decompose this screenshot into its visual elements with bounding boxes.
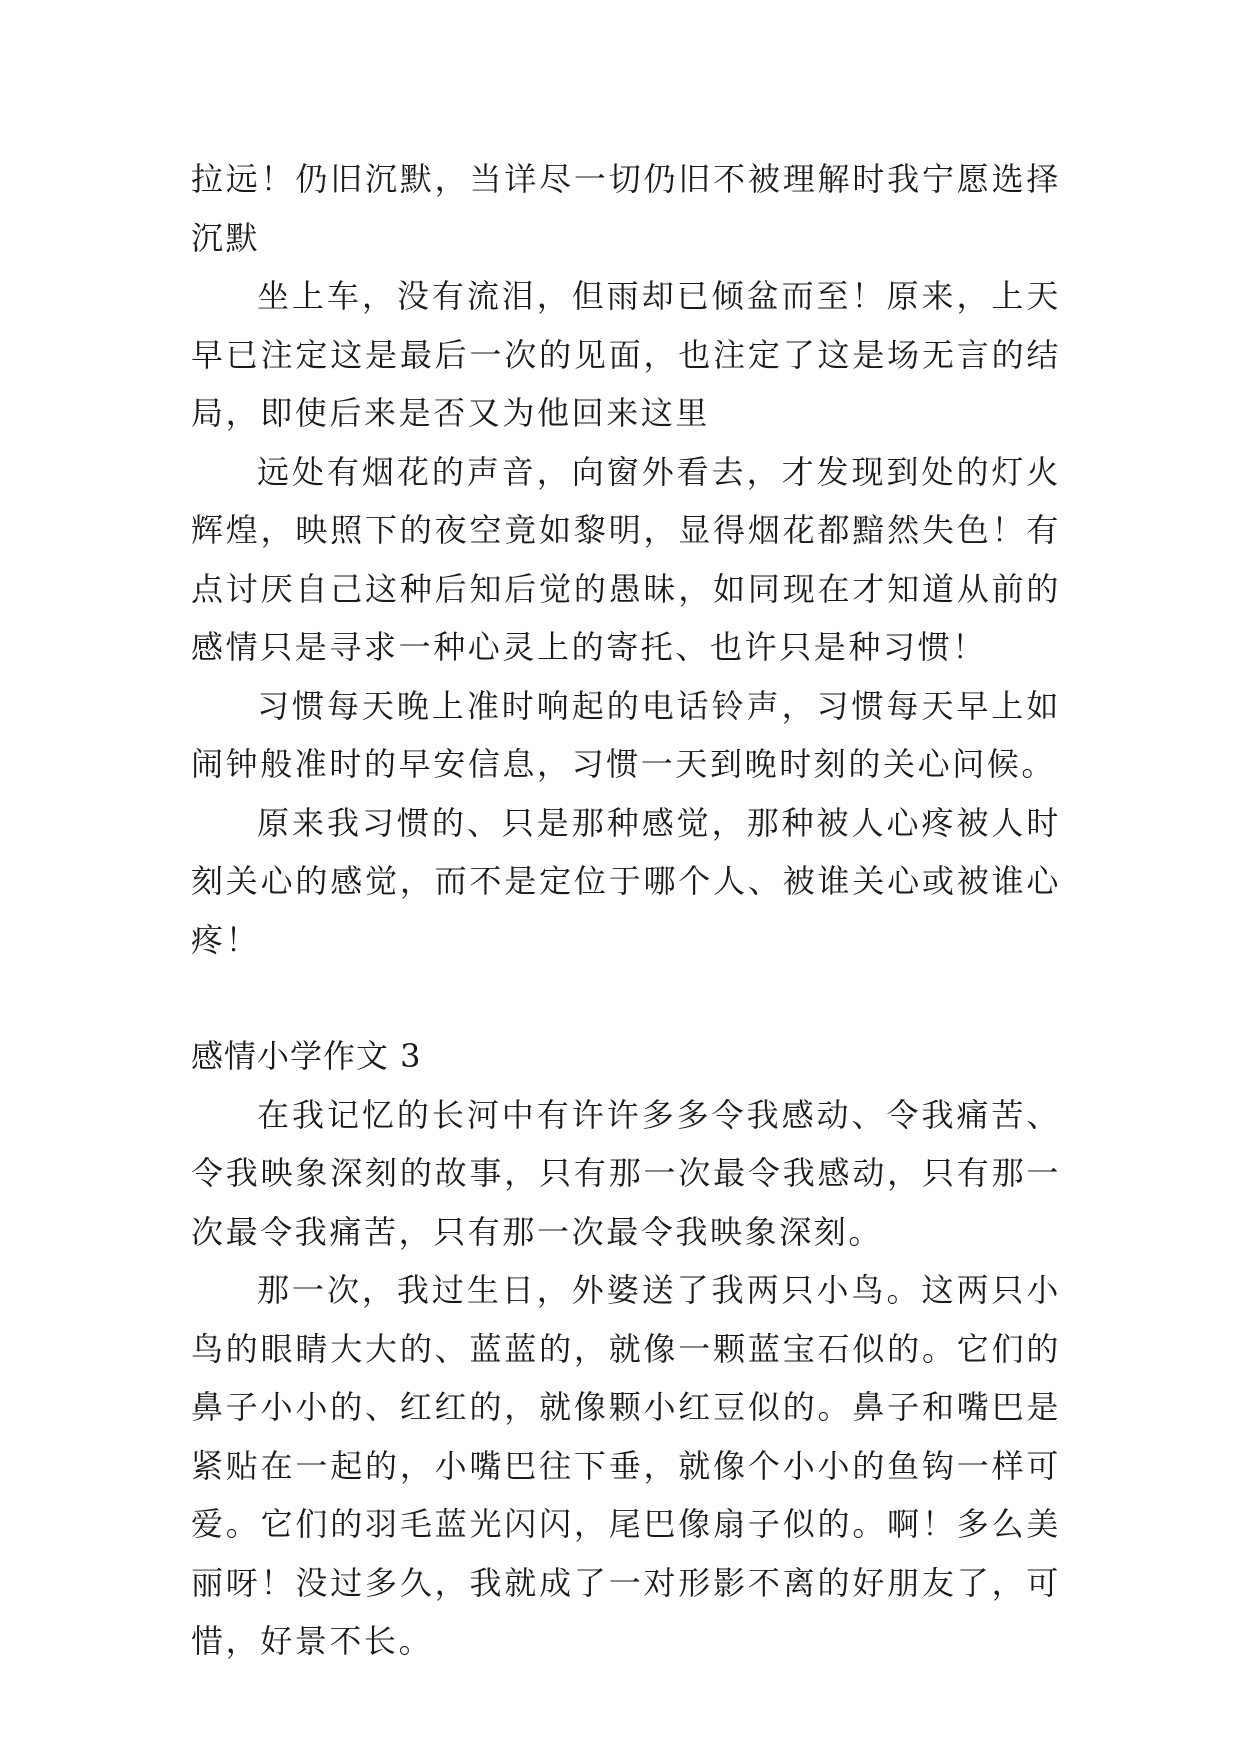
paragraph: 习惯每天晚上准时响起的电话铃声，习惯每天早上如闹钟般准时的早安信息，习惯一天到晚时刻的关心问候。 bbox=[191, 686, 1061, 783]
paragraph: 坐上车，没有流泪，但雨却已倾盆而至！原来，上天早已注定这是最后一次的见面，也注定了这是场无言的结局，即使后来是否又为他回来这里 bbox=[191, 277, 1061, 432]
document-page bbox=[191, 150, 1061, 1671]
paragraph: 在我记忆的长河中有许许多多令我感动、令我痛苦、令我映象深刻的故事，只有那一次最令我感动，只有那一次最令我痛苦，只有那一次最令我映象深刻。 bbox=[191, 1095, 1061, 1251]
paragraph: 原来我习惯的、只是那种感觉，那种被人心疼被人时刻关心的感觉，而不是定位于哪个人、被谁关心或被谁心疼！ bbox=[191, 803, 1061, 959]
paragraph: 远处有烟花的声音，向窗外看去，才发现到处的灯火辉煌，映照下的夜空竟如黎明，显得烟花都黯然失色！有点讨厌自己这种后知后觉的愚昧，如同现在才知道从前的感情只是寻求一种心灵上的寄托、也许只是种习惯！ bbox=[191, 452, 1061, 666]
paragraph: 那一次，我过生日，外婆送了我两只小鸟。这两只小鸟的眼睛大大的、蓝蓝的，就像一颗蓝宝石似的。它们的鼻子小小的、红红的，就像颗小红豆似的。鼻子和嘴巴是紧贴在一起的，小嘴巴往下垂，就像个小小的鱼钩一样可爱。它们的羽毛蓝光闪闪，尾巴像扇子似的。啊！多么美丽呀！没过多久，我就成了一对形影不离的好朋友了，可惜，好景不长。 bbox=[191, 1271, 1061, 1660]
paragraph-continuation: 拉远！仍旧沉默，当详尽一切仍旧不被理解时我宁愿选择沉默 bbox=[191, 160, 1061, 257]
section-title: 感情小学作文 3 bbox=[191, 1037, 422, 1075]
section-spacer bbox=[191, 969, 1061, 1027]
